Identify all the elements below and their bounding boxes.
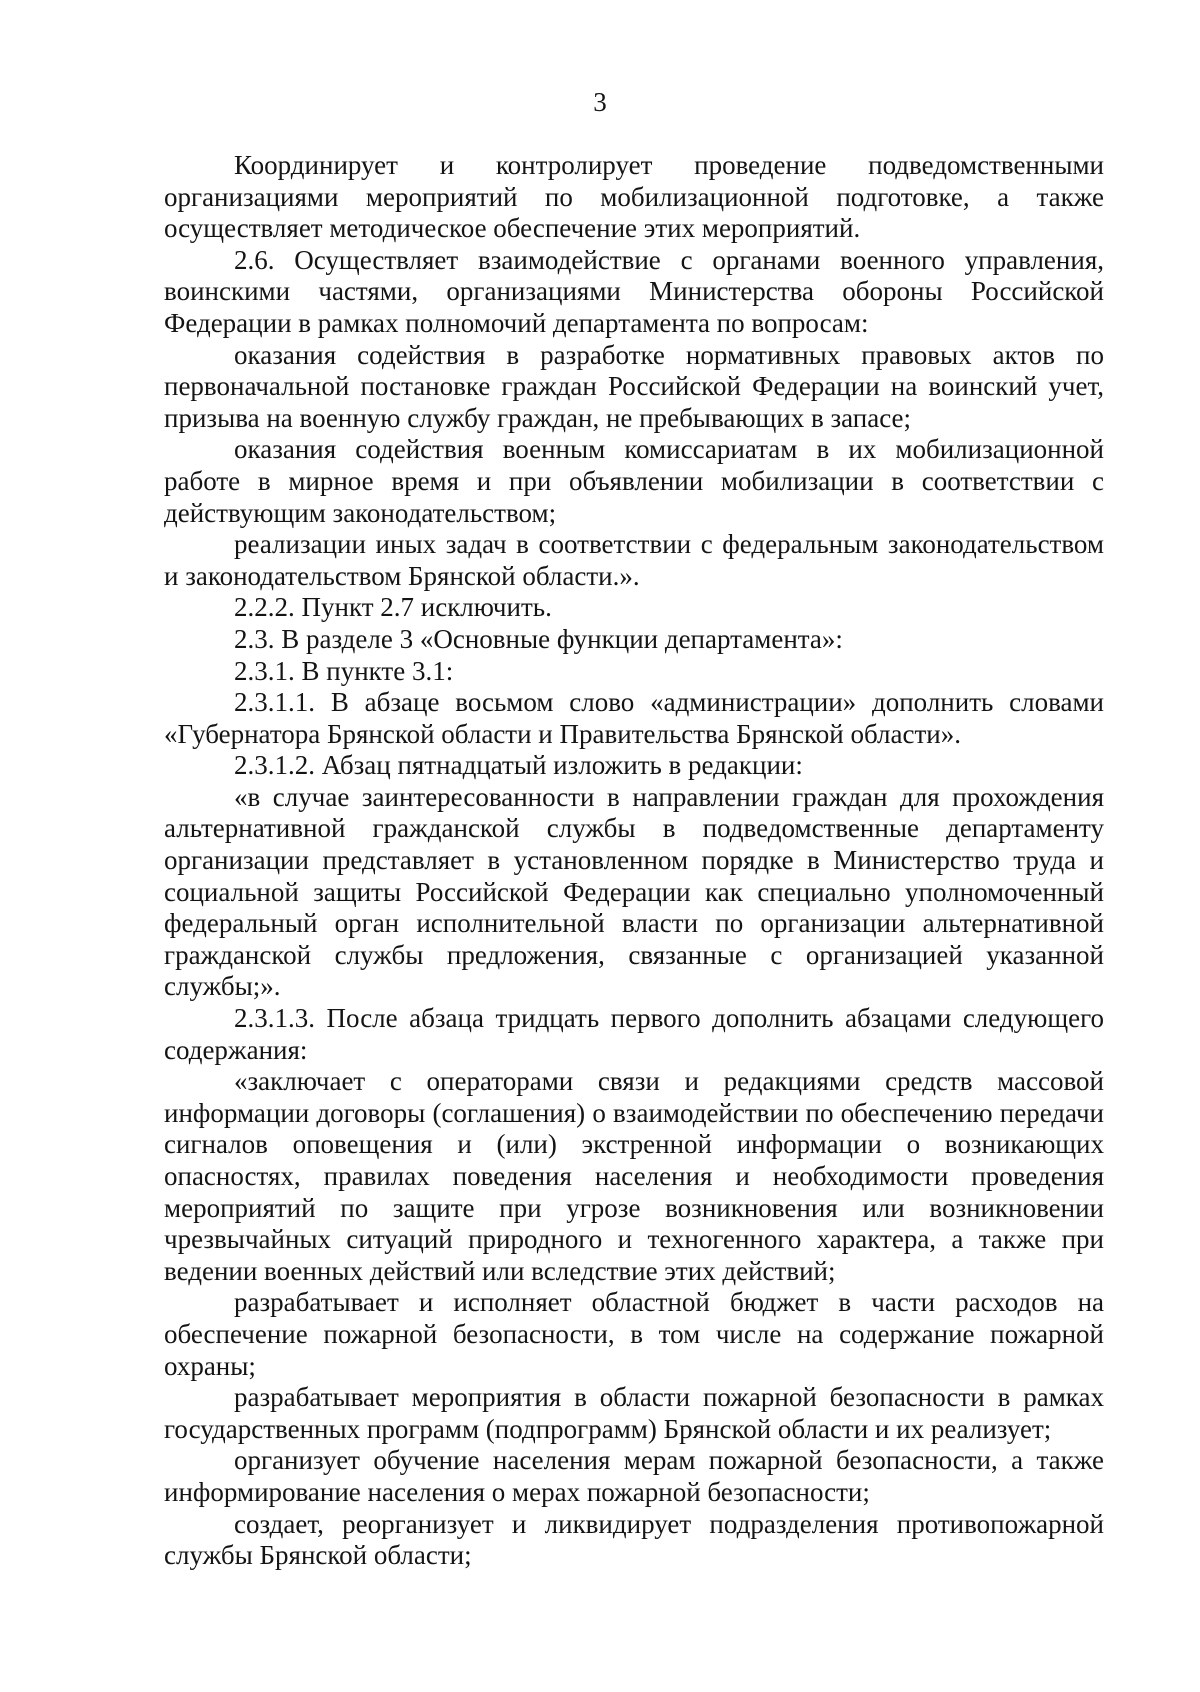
paragraph: организует обучение населения мерам пожарной безопасности, а также информирование населения о мерах пожарной безопасности; xyxy=(164,1445,1104,1507)
paragraph: Координирует и контролирует проведение подведомственными организациями мероприятий по мобилизационной подготовке, а также осуществляет методическое обеспечение этих мероприятий. xyxy=(164,150,1104,244)
paragraph: 2.3. В разделе 3 «Основные функции департамента»: xyxy=(234,623,843,654)
paragraph: 2.6. Осуществляет взаимодействие с органами военного управления, воинскими частями, организациями Министерства обороны Российской Федерации в рамках полномочий департамента по вопросам: xyxy=(164,244,1104,338)
paragraph: «заключает с операторами связи и редакциями средств массовой информации договоры (соглашения) о взаимодействии по обеспечению передачи сигналов оповещения и (или) экстренной информации о возникающих опасностях, правилах поведения населения и необходимости проведения мероприятий по защите при угрозе возникновения или возникновении чрезвычайных ситуаций природного и техногенного характера, а также при ведении военных действий или вследствие этих действий; xyxy=(164,1066,1104,1286)
paragraph: разрабатывает и исполняет областной бюджет в части расходов на обеспечение пожарной безопасности, в том числе на содержание пожарной охраны; xyxy=(164,1287,1104,1381)
paragraph: 2.3.1.1. В абзаце восьмом слово «администрации» дополнить словами «Губернатора Брянской области и Правительства Брянской области». xyxy=(164,687,1104,749)
document-body xyxy=(164,150,1104,1572)
paragraph: 2.3.1.3. После абзаца тридцать первого дополнить абзацами следующего содержания: xyxy=(164,1003,1104,1065)
paragraph: 2.3.1.2. Абзац пятнадцатый изложить в редакции: xyxy=(234,750,803,781)
paragraph: 2.3.1. В пункте 3.1: xyxy=(234,655,454,686)
paragraph: разрабатывает мероприятия в области пожарной безопасности в рамках государственных программ (подпрограмм) Брянской области и их реализует; xyxy=(164,1382,1104,1444)
paragraph: оказания содействия в разработке нормативных правовых актов по первоначальной постановке граждан Российской Федерации на воинский учет, призыва на военную службу граждан, не пребывающих в запасе; xyxy=(164,339,1104,433)
paragraph: создает, реорганизует и ликвидирует подразделения противопожарной службы Брянской области; xyxy=(164,1508,1104,1571)
page-number: 3 xyxy=(593,87,607,117)
paragraph: 2.2.2. Пункт 2.7 исключить. xyxy=(234,592,552,623)
paragraph: реализации иных задач в соответствии с федеральным законодательством и законодательством Брянской области.». xyxy=(164,529,1104,591)
paragraph: «в случае заинтересованности в направлении граждан для прохождения альтернативной гражданской службы в подведомственные департаменту организации представляет в установленном порядке в Министерство труда и социальной защиты Российской Федерации как специально уполномоченный федеральный орган исполнительной власти по организации альтернативной гражданской службы предложения, связанные с организацией указанной службы;». xyxy=(164,781,1104,1002)
paragraph: оказания содействия военным комиссариатам в их мобилизационной работе в мирное время и при объявлении мобилизации в соответствии с действующим законодательством; xyxy=(164,434,1104,528)
